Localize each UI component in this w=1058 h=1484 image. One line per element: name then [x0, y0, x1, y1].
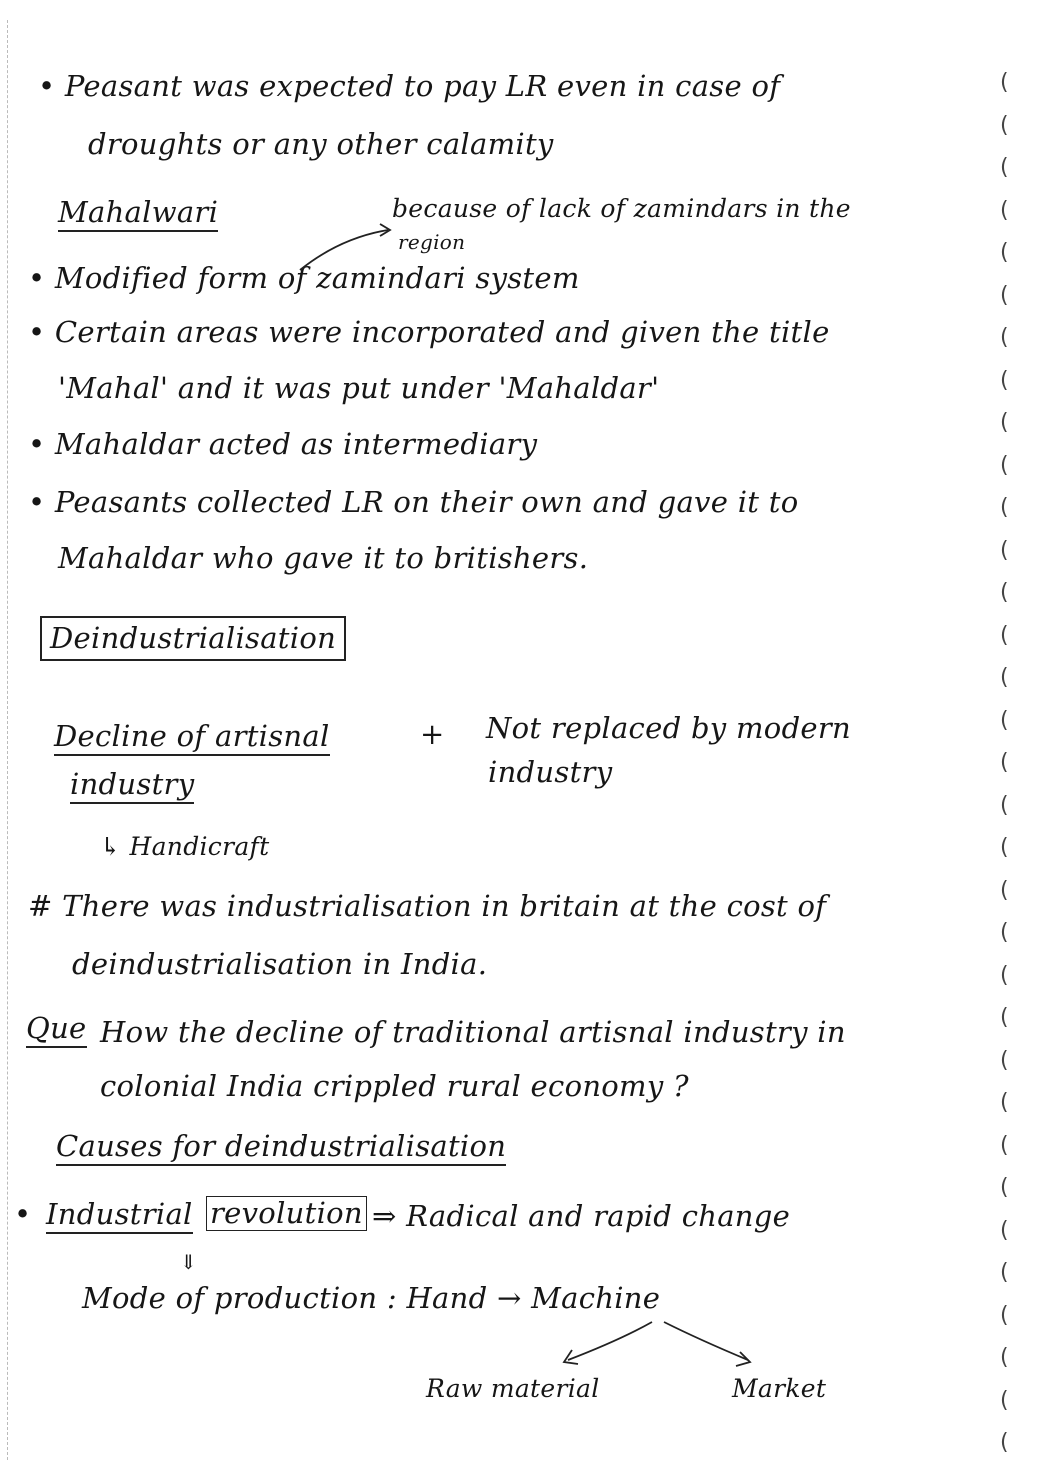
mahalwari-annotation: because of lack of zamindars in the: [392, 194, 851, 223]
note-line-1: • Peasant was expected to pay LR even in case of: [38, 69, 781, 103]
note-line-8: Mahaldar who gave it to britishers.: [58, 541, 589, 575]
revolution-word: revolution: [206, 1196, 367, 1231]
definition-left-1: Decline of artisnal: [54, 722, 330, 756]
binder-hole-icon: (: [1000, 1302, 1009, 1328]
binder-hole-icon: (: [1000, 495, 1009, 520]
binder-hole-icon: (: [1000, 1217, 1009, 1243]
binder-hole-icon: (: [1000, 1430, 1009, 1455]
question-line-2: colonial India crippled rural economy ?: [100, 1069, 689, 1103]
binder-hole-icon: (: [1000, 1132, 1009, 1158]
mode-of-production: Mode of production : Hand → Machine: [82, 1281, 661, 1315]
binder-hole-icon: (: [1000, 537, 1009, 563]
binder-hole-icon: (: [1000, 792, 1009, 818]
binder-hole-icon: (: [1000, 410, 1009, 435]
mahalwari-annotation-sub: region: [398, 230, 466, 254]
binder-hole-icon: (: [1000, 622, 1009, 648]
binder-hole-icon: (: [1000, 325, 1009, 350]
definition-left-2: industry: [70, 770, 194, 804]
note-line-4: • Certain areas were incorporated and given the title: [28, 315, 830, 349]
binder-hole-icon: (: [1000, 1345, 1009, 1370]
binder-hole-icon: (: [1000, 665, 1009, 690]
binder-hole-icon: (: [1000, 452, 1009, 478]
binder-hole-icon: (: [1000, 580, 1009, 605]
binder-hole-icon: (: [1000, 282, 1009, 308]
binder-hole-icon: (: [1000, 1387, 1009, 1413]
binder-hole-icon: (: [1000, 962, 1009, 988]
binder-hole-icon: (: [1000, 920, 1009, 945]
binder-hole-icon: (: [1000, 367, 1009, 393]
binder-hole-icon: (: [1000, 707, 1009, 733]
note-line-6: • Mahaldar acted as intermediary: [28, 427, 538, 461]
note-line-5: 'Mahal' and it was put under 'Mahaldar': [58, 371, 660, 405]
mahalwari-heading: Mahalwari: [58, 198, 218, 232]
down-arrow-icon: ⇓: [180, 1250, 198, 1274]
binder-hole-icon: (: [1000, 1047, 1009, 1073]
note-line-7: • Peasants collected LR on their own and gave it to: [28, 485, 799, 519]
note-line-10: deindustrialisation in India.: [72, 947, 488, 981]
binder-hole-icon: (: [1000, 1090, 1009, 1115]
note-line-3: • Modified form of zamindari system: [28, 261, 580, 295]
binder-hole-icon: (: [1000, 1260, 1009, 1285]
definition-right-1: Not replaced by modern: [486, 711, 852, 745]
handicraft-note: ↳ Handicraft: [100, 832, 270, 861]
bullet: •: [14, 1197, 32, 1231]
binder-hole-icon: (: [1000, 750, 1009, 775]
binder-hole-icon: (: [1000, 1175, 1009, 1200]
binder-hole-icon: (: [1000, 197, 1009, 223]
binder-hole-icon: (: [1000, 240, 1009, 265]
market-label: Market: [732, 1374, 827, 1403]
industrial-word: Industrial: [46, 1200, 193, 1234]
question-line-1: How the decline of traditional artisnal industry in: [100, 1015, 846, 1049]
binder-hole-icon: (: [1000, 877, 1009, 903]
binder-hole-icon: (: [1000, 70, 1009, 95]
revolution-meaning: ⇒ Radical and rapid change: [372, 1199, 791, 1233]
note-line-2: droughts or any other calamity: [88, 127, 554, 161]
definition-right-2: industry: [488, 755, 613, 789]
causes-heading: Causes for deindustrialisation: [56, 1132, 506, 1166]
question-label: Que: [26, 1014, 87, 1048]
deindustrialisation-heading: Deindustrialisation: [40, 616, 346, 661]
definition-plus: +: [420, 717, 445, 751]
binder-hole-icon: (: [1000, 155, 1009, 180]
note-line-9: # There was industrialisation in britain at the cost of: [28, 889, 827, 923]
binder-hole-icon: (: [1000, 112, 1009, 138]
binder-hole-icon: (: [1000, 835, 1009, 860]
raw-material-label: Raw material: [426, 1374, 600, 1403]
binder-hole-icon: (: [1000, 1005, 1009, 1030]
